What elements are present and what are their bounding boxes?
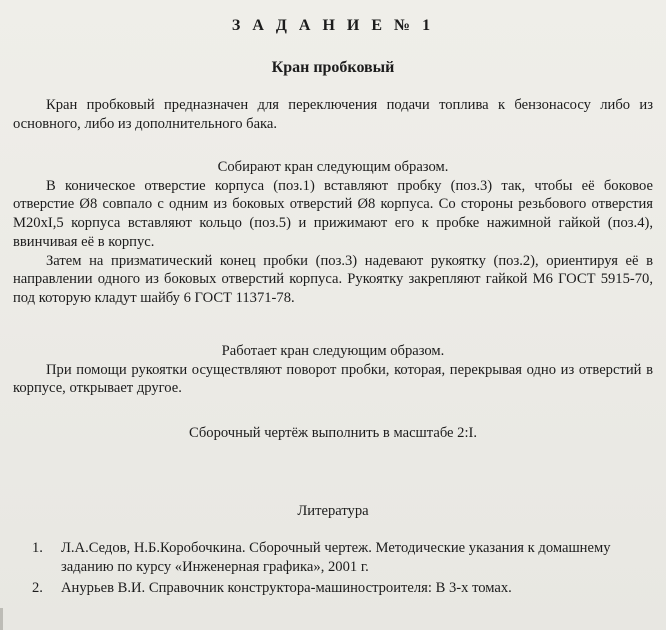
operation-heading: Работает кран следующим образом. xyxy=(221,343,445,359)
scale-note: Сборочный чертёж выполнить в масштабе 2:I. xyxy=(188,425,478,441)
literature-item xyxy=(32,579,657,598)
scale-section xyxy=(13,424,653,443)
purpose-section xyxy=(13,96,653,133)
assembly-paragraph-1: В коническое отверстие корпуса (поз.1) вставляют пробку (поз.3) так, чтобы её боковое отверстие Ø8 совпало с одним из боковых отверстий Ø8 корпуса. Со стороны резьбового отверстия М20xI,5 корпуса вставляют кольцо (поз.5) и прижимают его к пробке нажимной гайкой (поз.4), ввинчивая её в корпус. xyxy=(13,177,653,250)
page-edge-mark xyxy=(0,608,3,630)
literature-item-text: Анурьев В.И. Справочник конструктора-машиностроителя: В 3-х томах. xyxy=(61,580,512,597)
assembly-paragraph-2: Затем на призматический конец пробки (поз.3) надевают рукоятку (поз.2), ориентируя её в направлении одного из боковых отверстий корпуса. Рукоятку закрепляют гайкой М6 ГОСТ 5915-70, под которую кладут шайбу 6 ГОСТ 11371-78. xyxy=(13,252,653,306)
assembly-heading: Собирают кран следующим образом. xyxy=(217,159,449,175)
literature-item xyxy=(32,539,657,576)
assignment-subtitle: Кран пробковый xyxy=(271,59,395,76)
operation-section xyxy=(13,342,653,398)
assignment-title: З А Д А Н И Е № 1 xyxy=(231,17,435,34)
literature-heading: Литература xyxy=(297,503,369,519)
assembly-section xyxy=(13,158,653,308)
literature-item-number: 2. xyxy=(32,580,43,597)
operation-paragraph: При помощи рукоятки осуществляют поворот пробки, которая, перекрывая одно из отверстий в корпусе, открывает другое. xyxy=(13,361,653,397)
literature-item-text: Л.А.Седов, Н.Б.Коробочкина. Сборочный чертеж. Методические указания к домашнему заданию по курсу «Инженерная графика», 2001 г. xyxy=(61,540,611,575)
purpose-paragraph: Кран пробковый предназначен для переключения подачи топлива к бензонасосу либо из основного, либо из дополнительного бака. xyxy=(13,97,653,132)
literature-list xyxy=(32,539,657,601)
literature-item-number: 1. xyxy=(32,540,43,556)
